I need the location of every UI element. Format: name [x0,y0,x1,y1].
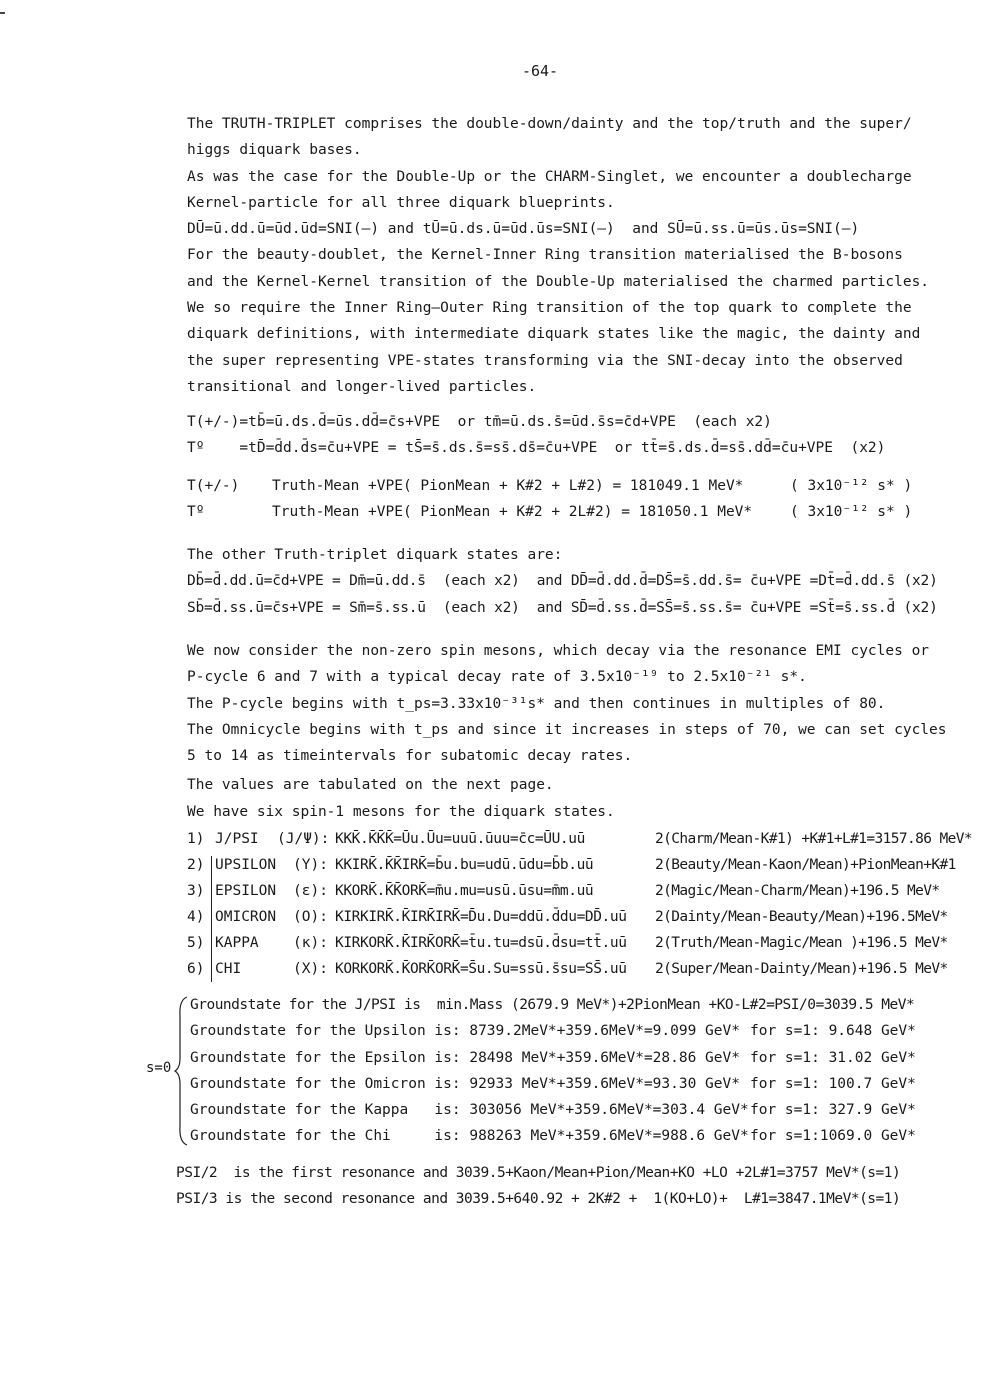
formula-line: Sb̄=d̄.ss.ū=c̄s+VPE = Sm̄=s̄.ss.ū (each x2) and SD̄=d̄.ss.d̄=SS̄=s̄.ss.s̄= c̄u+VPE =St̄=s̄.ss.d̄ (x2) [187,599,938,616]
meson-symbol: (Ο): [293,909,328,925]
formula-line: Db̄=d̄.dd.ū=c̄d+VPE = Dm̄=ū.dd.s̄ (each x2) and DD̄=d̄.dd.d̄=DS̄=s̄.dd.s̄= c̄u+VPE =Dt̄=d̄.dd.s̄ (x2) [187,573,938,590]
groundstate-text: Groundstate for the Kappa is: 303056 MeV*+359.6MeV*=303.4 GeV* [190,1102,749,1119]
list-item [190,1097,950,1123]
formula-line: DŪ=ū.dd.ū=ūd.ūd=SNI(—) and tŪ=ū.ds.ū=ūd.ūs=SNI(—) and SŪ=ū.ss.ū=ūs.ūs=SNI(—) [187,221,860,238]
text-line: the super representing VPE-states transforming via the SNI-decay into the observed [187,352,903,369]
meson-number: 1) [187,831,205,847]
groundstate-brace [174,996,188,1146]
table-row [187,956,987,982]
meson-name: UPSILON [215,857,277,873]
groundstate-text: Groundstate for the Omicron is: 92933 MeV*+359.6MeV*=93.30 GeV* [190,1075,740,1092]
text-line: transitional and longer-lived particles. [187,378,537,395]
resonance-lines [176,1160,976,1213]
meson-symbol: (κ): [293,935,328,951]
spin-one-mass: for s=1: 100.7 GeV* [750,1075,916,1092]
spin-one-mass: for s=1: 31.02 GeV* [750,1049,916,1066]
groundstate-text: Groundstate for the Chi is: 988263 MeV*+359.6MeV*=988.6 GeV* [190,1128,749,1145]
meson-mass: 2(Beauty/Mean-Kaon/Mean)+PionMean+K#1 [655,857,956,873]
meson-table [187,826,987,982]
meson-number: 4) [187,909,205,925]
text-line: diquark definitions, with intermediate diquark states like the magic, the dainty and [187,326,921,343]
groundstate-list [190,992,950,1150]
text-line: PSI/3 is the second resonance and 3039.5+640.92 + 2K#2 + 1(KO+LO)+ L#1=3847.1MeV*(s=1) [176,1191,901,1208]
table-row [187,930,987,956]
spin-zero-label: s=0 [146,1060,172,1076]
text-line: We so require the Inner Ring—Outer Ring transition of the top quark to complete the [187,300,912,317]
text-line: higgs diquark bases. [187,142,362,159]
truth-mean-lifetime: ( 3x10⁻¹² s* ) [790,478,913,494]
text-line: The TRUTH-TRIPLET comprises the double-down/dainty and the top/truth and the super/ [187,116,912,132]
spin-one-mass: for s=1:1069.0 GeV* [750,1128,916,1145]
text-line: The P-cycle begins with t_ps=3.33x10⁻³¹s* and then continues in multiples of 80. [187,695,886,712]
meson-diquark: KIRKORK̄.K̄IRK̄ORK̄=t̄u.tu=dsū.d̄su=tt̄.uū [335,935,627,951]
list-item [190,1045,950,1071]
table-row [187,852,987,878]
truth-mean-formula: Truth-Mean +VPE( PionMean + K#2 + L#2) = 181049.1 MeV* [272,478,744,494]
text-line: We have six spin-1 mesons for the diquark states. [187,803,615,820]
table-row [187,878,987,904]
spin-one-mass: for s=1: 9.648 GeV* [750,1023,916,1040]
meson-number: 2) [187,857,205,873]
groundstate-text: Groundstate for the Epsilon is: 28498 MeV*+359.6MeV*=28.86 GeV* [190,1049,740,1066]
meson-diquark: KKORK̄.K̄K̄ORK̄=m̄u.mu=usū.ūsu=m̄m.uū [335,883,594,899]
text-line: We now consider the non-zero spin mesons, which decay via the resonance EMI cycles or [187,643,930,659]
table-row [187,904,987,930]
meson-symbol: (J/Ψ): [277,831,330,847]
truth-mean-formula: Truth-Mean +VPE( PionMean + K#2 + 2L#2) = 181050.1 MeV* [272,504,753,520]
meson-diquark: KKK̄.K̄K̄K̄=Ūu.Ūu=uuū.ūuu=c̄c=ŪU.uū [335,831,585,847]
meson-name: OMICRON [215,909,277,925]
spin-one-mass: for s=1: 327.9 GeV* [750,1102,916,1119]
meson-mass: 2(Super/Mean-Dainty/Mean)+196.5 MeV* [655,961,948,977]
text-line: Kernel-particle for all three diquark blueprints. [187,194,615,211]
meson-name: J/PSI [215,831,259,847]
list-item [190,1123,950,1149]
meson-symbol: (Υ): [293,857,328,873]
meson-name: EPSILON [215,883,277,899]
list-item [190,992,950,1018]
meson-mass: 2(Truth/Mean-Magic/Mean )+196.5 MeV* [655,935,948,951]
text-line: As was the case for the Double-Up or the CHARM-Singlet, we encounter a doublecharge [187,168,912,185]
spin-paragraph [187,638,967,825]
meson-mass: 2(Charm/Mean-K#1) +K#1+L#1=3157.86 MeV* [655,831,973,847]
text-line: For the beauty-doublet, the Kernel-Inner Ring transition materialised the B-bosons [187,247,903,264]
truth-mean-lifetime: ( 3x10⁻¹² s* ) [790,504,913,520]
meson-mass: 2(Magic/Mean-Charm/Mean)+196.5 MeV* [655,883,940,899]
text-line: P-cycle 6 and 7 with a typical decay rate of 3.5x10⁻¹⁹ to 2.5x10⁻²¹ s*. [187,669,807,686]
text-line: 5 to 14 as timeintervals for subatomic decay rates. [187,748,633,765]
truth-mean-label: Tº [187,504,205,520]
text-line: and the Kernel-Kernel transition of the Double-Up materialised the charmed particles. [187,273,930,290]
list-item [190,1018,950,1044]
text-line: The Omnicycle begins with t_ps and since it increases in steps of 70, we can set cycles [187,721,947,738]
meson-symbol: (ε): [293,883,328,899]
groundstate-text: Groundstate for the J/PSI is min.Mass (2679.9 MeV*)+2PionMean +KO-L#2=PSI/0=3039.5 MeV* [190,997,915,1013]
groundstate-text: Groundstate for the Upsilon is: 8739.2MeV*+359.6MeV*=9.099 GeV* [190,1023,740,1040]
scan-mark [0,12,5,14]
truth-mean-label: T(+/-) [187,478,240,494]
meson-mass: 2(Dainty/Mean-Beauty/Mean)+196.5MeV* [655,909,948,925]
text-line: PSI/2 is the first resonance and 3039.5+Kaon/Mean+Pion/Mean+KO +LO +2L#1=3757 MeV*(s=1) [176,1165,901,1181]
table-row [187,826,987,852]
text-line: The values are tabulated on the next page. [187,777,554,794]
page-number: -64- [521,62,559,80]
section-heading: The other Truth-triplet diquark states are: [187,547,563,563]
meson-diquark: KIRKIRK̄.K̄IRK̄IRK̄=D̄u.Du=ddū.d̄du=DD̄.uū [335,909,627,925]
meson-name: KAPPA [215,935,259,951]
other-states [187,542,987,621]
t-definitions [187,409,967,462]
meson-diquark: KORKORK̄.K̄ORK̄ORK̄=S̄u.Su=ssū.s̄su=SS̄.uū [335,961,627,977]
meson-number: 3) [187,883,205,899]
list-item [190,1071,950,1097]
meson-number: 6) [187,961,205,977]
meson-symbol: (Χ): [293,961,328,977]
formula-line: T(+/-)=tb̄=ū.ds.d̄=ūs.dd̄=c̄s+VPE or tm̄=ū.ds.s̄=ūd.s̄s=c̄d+VPE (each x2) [187,414,772,430]
meson-number: 5) [187,935,205,951]
meson-diquark: KKIRK̄.K̄K̄IRK̄=b̄u.bu=udū.ūdu=b̄b.uū [335,857,594,873]
intro-paragraph [187,111,967,400]
meson-name: CHI [215,961,242,977]
formula-line: Tº =tD̄=d̄d.d̄s=c̄u+VPE = tS̄=s̄.ds.s̄=ss̄.ds̄=c̄u+VPE or tt̄=s̄.ds.d̄=ss̄.dd̄=c̄u+VPE (x2) [187,440,886,457]
